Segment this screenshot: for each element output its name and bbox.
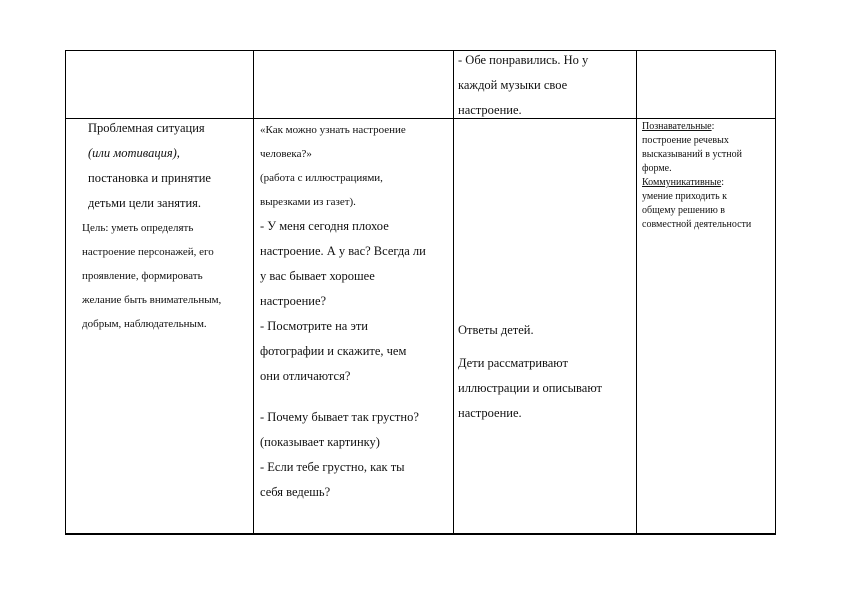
cognitive-colon: :	[711, 121, 715, 132]
row1-col3-line: - Обе понравились. Но у	[458, 53, 589, 67]
row1-col3-line: настроение.	[458, 103, 522, 117]
communicative-line: общему решению в	[642, 205, 726, 216]
intro-line: человека?»	[260, 148, 312, 160]
stage-motivation: (или мотивация),	[88, 146, 180, 160]
communicative-line: совместной деятельности	[642, 219, 752, 230]
goal-line: добрым, наблюдательным.	[82, 318, 207, 330]
table-bottom-border	[65, 533, 776, 535]
table-left-border	[65, 50, 66, 535]
row1-col3-cell	[458, 48, 634, 123]
teacher-activity-cell	[260, 118, 452, 505]
cognitive-line: построение речевых	[642, 135, 729, 146]
dialog-line: они отличаются?	[260, 369, 351, 383]
table-right-border	[775, 50, 776, 535]
stage-cell	[68, 116, 251, 336]
intro-line: «Как можно узнать настроение	[260, 124, 406, 136]
column-divider-1	[253, 50, 254, 535]
table-top-border	[65, 50, 776, 51]
communicative-heading	[642, 176, 774, 190]
intro-line: (работа с иллюстрациями,	[260, 172, 383, 184]
cognitive-line: форме.	[642, 163, 672, 174]
communicative-colon: :	[721, 177, 724, 188]
intro-line: вырезками из газет).	[260, 196, 356, 208]
observe-line: иллюстрации и описывают	[458, 381, 602, 395]
goal-line: Цель: уметь определять	[82, 222, 194, 234]
stage-title: Проблемная ситуация	[88, 121, 205, 135]
children-activity-cell	[458, 318, 634, 426]
dialog-line: настроение?	[260, 294, 327, 308]
observe-line: Дети рассматривают	[458, 356, 568, 370]
row1-col3-line: каждой музыки свое	[458, 78, 568, 92]
dialog-line: фотографии и скажите, чем	[260, 344, 407, 358]
dialog-line: (показывает картинку)	[260, 435, 380, 449]
goal-line: настроение персонажей, его	[82, 246, 214, 258]
cognitive-label: Познавательные	[642, 121, 712, 132]
communicative-line: умение приходить к	[642, 191, 728, 202]
cognitive-heading	[642, 120, 774, 134]
communicative-label: Коммуникативные	[642, 177, 722, 188]
cognitive-line: высказываний в устной	[642, 149, 743, 160]
observe-line: настроение.	[458, 406, 522, 420]
stage-line: постановка и принятие	[88, 171, 211, 185]
goal-line: проявление, формировать	[82, 270, 203, 282]
dialog-line: настроение. А у вас? Всегда ли	[260, 244, 426, 258]
answers-text: Ответы детей.	[458, 323, 534, 337]
dialog-line: - Почему бывает так грустно?	[260, 410, 419, 424]
dialog-line: у вас бывает хорошее	[260, 269, 375, 283]
uud-cell	[642, 120, 774, 232]
goal-line: желание быть внимательным,	[82, 294, 222, 306]
dialog-line: - Если тебе грустно, как ты	[260, 460, 405, 474]
stage-line: детьми цели занятия.	[88, 196, 202, 210]
dialog-line: - Посмотрите на эти	[260, 319, 368, 333]
dialog-line: - У меня сегодня плохое	[260, 219, 389, 233]
column-divider-2	[453, 50, 454, 535]
column-divider-3	[636, 50, 637, 535]
dialog-line: себя ведешь?	[260, 485, 331, 499]
